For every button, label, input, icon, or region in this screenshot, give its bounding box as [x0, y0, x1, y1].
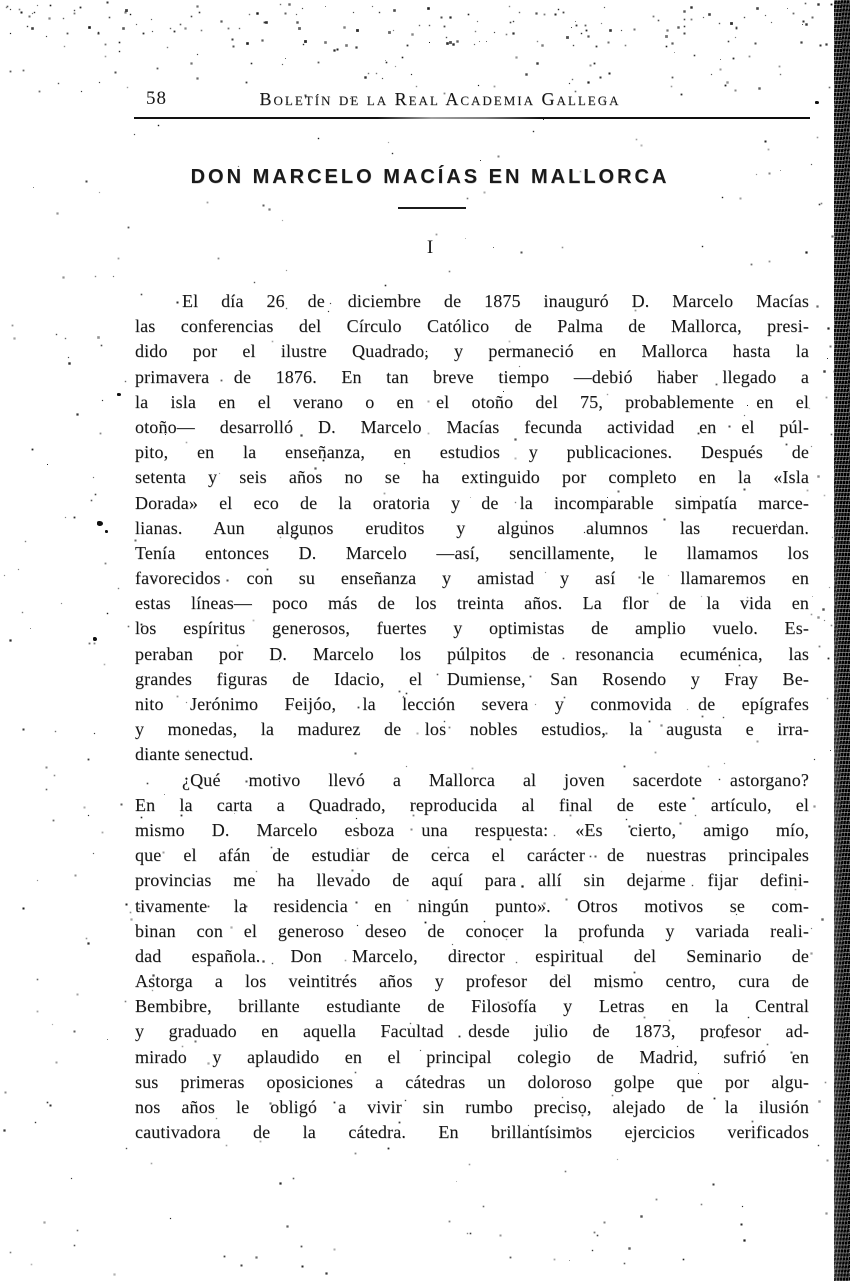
- text-line: otoño— desarrolló D. Marcelo Macías fecunda actividad en el púl-: [135, 416, 809, 437]
- text-line: setenta y seis años no se ha extinguido por completo en la «Isla: [135, 467, 809, 488]
- text-line: cautivadora de la cátedra. En brillantísimos ejercicios verificados: [135, 1122, 809, 1143]
- text-line: peraban por D. Marcelo los púlpitos de resonancia ecuménica, las: [135, 643, 809, 664]
- paragraph: [135, 768, 809, 1146]
- paragraph: [135, 289, 809, 768]
- text-line: binan con el generoso deseo de conocer la profunda y variada reali-: [135, 920, 809, 941]
- text-line: dido por el ilustre Quadrado, y permaneció en Mallorca hasta la: [135, 341, 809, 362]
- text-line: provincias me ha llevado de aquí para allí sin dejarme fijar defini-: [135, 870, 809, 891]
- text-line: que el afán de estudiar de cerca el carácter de nuestras principales: [135, 845, 809, 866]
- running-title: Boletín de la Real Academia Gallega: [259, 89, 621, 109]
- text-line: nos años le obligó a vivir sin rumbo preciso, alejado de la ilusión: [135, 1097, 809, 1117]
- scan-noise: [0, 0, 1, 1]
- text-line: grandes figuras de Idacio, el Dumiense, San Rosendo y Fray Be-: [135, 668, 809, 689]
- body-text: [135, 289, 809, 1145]
- text-line: las conferencias del Círculo Católico de Palma de Mallorca, presi-: [135, 316, 809, 337]
- text-line: y monedas, la madurez de los nobles estudios, la augusta e irra-: [135, 719, 809, 740]
- text-line: Astorga a los veintitrés años y profesor del mismo centro, cura de: [135, 971, 809, 992]
- text-line: y graduado en aquella Facultad desde julio de 1873, profesor ad-: [135, 1021, 809, 1042]
- text-line: ¿Qué motivo llevó a Mallorca al joven sacerdote astorgano?: [182, 769, 809, 790]
- text-line: Tenía entonces D. Marcelo —así, sencillamente, le llamamos los: [135, 542, 809, 563]
- text-line: Dorada» el eco de la oratoria y de la incomparable simpatía marce-: [135, 492, 809, 513]
- text-line: nito Jerónimo Feijóo, la lección severa y conmovida de epígrafes: [135, 694, 809, 714]
- text-line: los espíritus generosos, fuertes y optimistas de amplio vuelo. Es-: [135, 618, 809, 639]
- text-line: pito, en la enseñanza, en estudios y publicaciones. Después de: [135, 442, 809, 463]
- text-line: favorecidos con su enseñanza y amistad y así le llamaremos en: [135, 568, 809, 589]
- text-line: estas líneas— poco más de los treinta años. La flor de la vida en: [135, 593, 809, 614]
- text-line: Bembibre, brillante estudiante de Filosofía y Letras en la Central: [135, 996, 809, 1017]
- ink-speck: [105, 530, 108, 533]
- text-line: primavera de 1876. En tan breve tiempo —debió haber llegado a: [135, 366, 809, 387]
- text-line: tivamente la residencia en ningún punto». Otros motivos se com-: [135, 895, 809, 916]
- title-rule: [398, 207, 466, 209]
- article-title: DON MARCELO MACÍAS EN MALLORCA: [190, 166, 670, 188]
- ink-speck: [117, 393, 121, 396]
- text-line: dad española. Don Marcelo, director espiritual del Seminario de: [135, 945, 809, 966]
- text-line: mirado y aplaudido en el principal colegio de Madrid, sufrió en: [135, 1046, 809, 1067]
- header-rule: [134, 117, 810, 119]
- text-line: mismo D. Marcelo esboza una respuesta: «Es cierto, amigo mío,: [135, 819, 809, 840]
- text-line: lianas. Aun algunos eruditos y algunos alumnos las recuerdan.: [135, 517, 809, 538]
- ink-speck: [97, 521, 103, 526]
- ink-speck: [815, 101, 819, 104]
- section-number: I: [426, 237, 434, 258]
- page-edge-shadow: [834, 0, 850, 1281]
- text-line: sus primeras oposiciones a cátedras un doloroso golpe que por algu-: [135, 1071, 809, 1092]
- ink-speck: [93, 637, 97, 641]
- text-line: El día 26 de diciembre de 1875 inauguró D. Marcelo Macías: [182, 291, 809, 311]
- text-line: diante senectud.: [135, 744, 254, 765]
- page-number: 58: [146, 88, 167, 109]
- text-line: la isla en el verano o en el otoño del 75, probablemente en el: [135, 391, 809, 412]
- text-line: En la carta a Quadrado, reproducida al final de este artículo, el: [135, 794, 809, 815]
